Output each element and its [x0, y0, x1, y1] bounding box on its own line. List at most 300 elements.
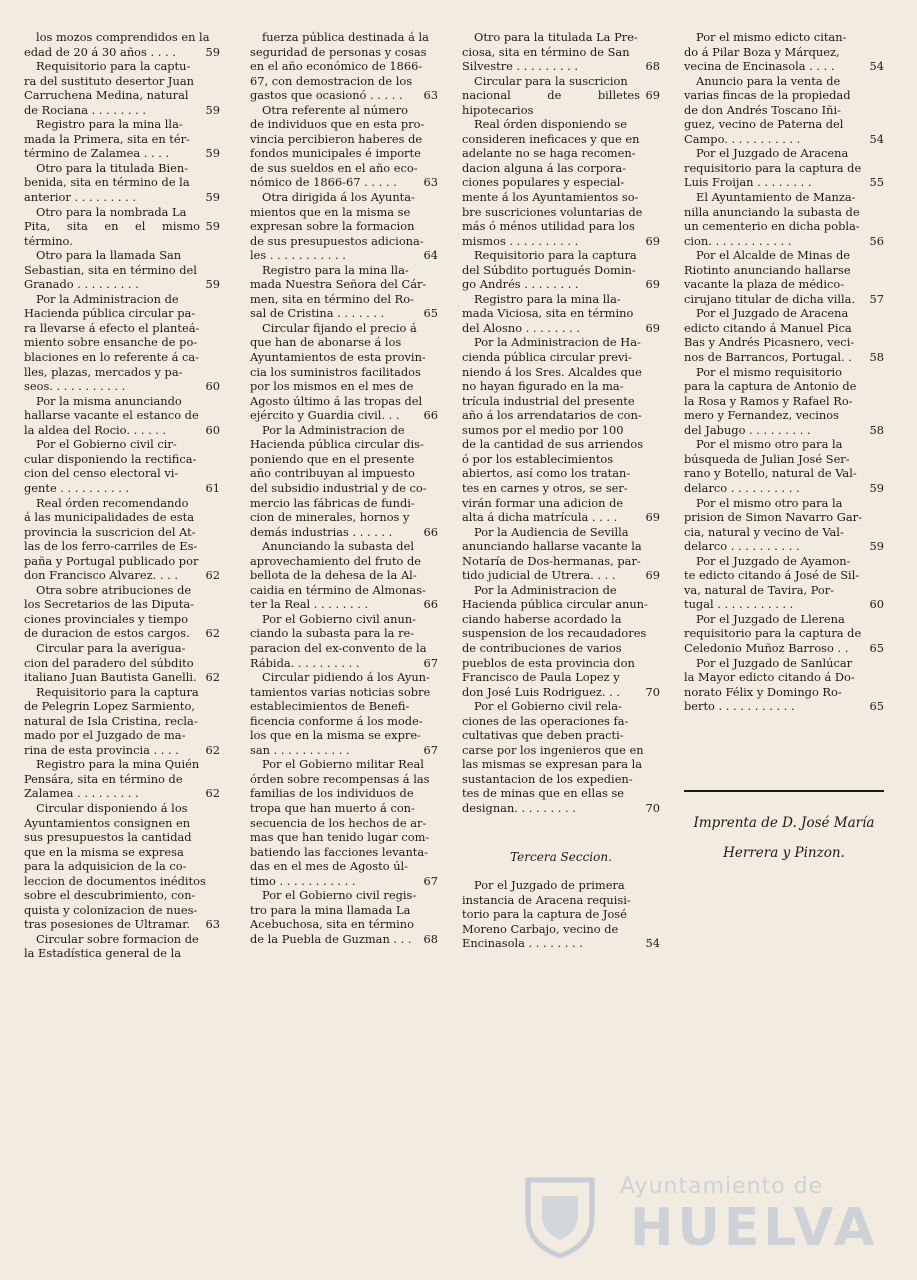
entry-text: tido judicial de Utrera. . . .: [462, 568, 616, 583]
entry-line: [250, 568, 438, 583]
entry-text: del subsidio industrial y de co-: [250, 480, 427, 495]
entry-line: [24, 161, 220, 176]
page-number: 69: [645, 568, 660, 583]
entry-text: Francisco de Paula Lopez y: [462, 670, 620, 685]
entry-text: para la adquisicion de la co-: [24, 859, 187, 874]
entry-text: do á Pilar Boza y Márquez,: [684, 44, 840, 59]
entry-line: [24, 190, 220, 205]
entry-text: caidia en término de Almonas-: [250, 582, 426, 597]
entry-line: [250, 117, 438, 132]
entry-text: ejército y Guardia civil. . .: [250, 408, 400, 423]
page-number: 57: [869, 291, 884, 306]
entry-line: [462, 612, 660, 627]
entry-line: [250, 612, 438, 627]
entry-line: [684, 59, 884, 74]
entry-line: [250, 74, 438, 89]
entry-text: Por el Juzgado de Aracena: [696, 306, 849, 321]
entry-text: ciando haberse acordado la: [462, 611, 622, 626]
entry-line: [250, 656, 438, 671]
entry-line: [24, 30, 220, 45]
entry-line: [24, 626, 220, 641]
entry-line: [684, 350, 884, 365]
entry-text: de Rociana . . . . . . . .: [24, 102, 146, 117]
entry-line: [462, 306, 660, 321]
entry-text: cirujano titular de dicha villa.: [684, 291, 856, 306]
entry-line: [462, 466, 660, 481]
index-entry: [684, 306, 884, 364]
entry-text: ficencia conforme á los mode-: [250, 713, 423, 728]
entry-text: Zalamea . . . . . . . . .: [24, 786, 139, 801]
entry-line: [250, 583, 438, 598]
entry-line: [250, 699, 438, 714]
entry-text: sus presupuestos la cantidad: [24, 830, 192, 845]
entry-line: [684, 234, 884, 249]
column-2: [250, 30, 438, 946]
entry-line: [462, 146, 660, 161]
page-number: 62: [205, 786, 220, 801]
entry-line: [684, 685, 884, 700]
entry-text: edicto citando á Manuel Pica: [684, 320, 852, 335]
entry-text: Notaría de Dos-hermanas, par-: [462, 553, 641, 568]
page-number: 69: [645, 320, 660, 335]
entry-line: [462, 641, 660, 656]
entry-line: [684, 554, 884, 569]
index-entry: [24, 59, 220, 117]
entry-line: [250, 481, 438, 496]
entry-line: [24, 292, 220, 307]
entry-text: Por el Juzgado de Llerena: [696, 611, 845, 626]
entry-text: 67, con demostracion de los: [250, 73, 413, 88]
entry-text: órden sobre recompensas á las: [250, 771, 430, 786]
entry-text: hallarse vacante el estanco de: [24, 408, 199, 423]
entry-text: ciando la subasta para la re-: [250, 626, 415, 641]
entry-line: [250, 408, 438, 423]
entry-line: [462, 626, 660, 641]
entry-line: [684, 670, 884, 685]
index-entry: [462, 248, 660, 292]
entry-text: más ó ménos utilidad para los: [462, 219, 635, 234]
entry-line: [24, 583, 220, 598]
entry-text: suspension de los recaudadores: [462, 626, 647, 641]
entry-text: ter la Real . . . . . . . .: [250, 597, 369, 612]
entry-text: mero y Fernandez, vecinos: [684, 408, 839, 423]
index-entry: [462, 74, 660, 118]
entry-line: [250, 757, 438, 772]
entry-line: [250, 306, 438, 321]
entry-text: Circular sobre formacion de: [36, 931, 199, 946]
entry-text: Por el Gobierno militar Real: [262, 757, 424, 772]
entry-line: [684, 597, 884, 612]
entry-text: cultativas que deben practi-: [462, 728, 624, 743]
entry-text: Anunciando la subasta del: [262, 539, 414, 554]
entry-text: designan. . . . . . . . .: [462, 800, 576, 815]
entry-text: Hacienda pública circular anun-: [462, 597, 648, 612]
entry-text: de contribuciones de varios: [462, 640, 622, 655]
entry-text: mientos que en la misma se: [250, 204, 411, 219]
entry-text: Por el Gobierno civil anun-: [262, 611, 417, 626]
entry-text: Real órden disponiendo se: [474, 117, 628, 132]
column-3-entries: [462, 30, 660, 816]
entry-text: mada Viciosa, sita en término: [462, 306, 634, 321]
entry-text: tro para la mina llamada La: [250, 902, 411, 917]
entry-text: vincia percibieron haberes de: [250, 131, 423, 146]
entry-text: norato Félix y Domingo Ro-: [684, 684, 842, 699]
entry-text: tamientos varias noticias sobre: [250, 684, 431, 699]
entry-text: requisitorio para la captura de: [684, 626, 862, 641]
entry-line: [684, 277, 884, 292]
entry-line: [462, 248, 660, 263]
entry-line: [24, 481, 220, 496]
page-number: 54: [645, 936, 660, 951]
entry-line: [684, 583, 884, 598]
index-entry: [250, 888, 438, 946]
entry-text: vacante la plaza de médico-: [684, 277, 845, 292]
entry-line: [24, 45, 220, 60]
entry-text: nómico de 1866-67 . . . . .: [250, 175, 397, 190]
entry-line: [462, 234, 660, 249]
entry-text: las mismas se expresan para la: [462, 757, 643, 772]
entry-text: año á los arrendatarios de con-: [462, 408, 642, 423]
entry-text: Por la Administracion de: [262, 422, 405, 437]
entry-line: [24, 932, 220, 947]
entry-text: la Mayor edicto citando á Do-: [684, 670, 855, 685]
entry-line: [462, 786, 660, 801]
entry-text: tes de minas que en ellas se: [462, 786, 625, 801]
index-entry: [24, 30, 220, 59]
entry-line: [462, 907, 660, 922]
entry-text: Registro para la mina lla-: [262, 262, 409, 277]
entry-line: [684, 365, 884, 380]
entry-line: [462, 408, 660, 423]
entry-line: [24, 146, 220, 161]
entry-line: [24, 670, 220, 685]
entry-text: instancia de Aracena requisi-: [462, 892, 631, 907]
entry-text: gente . . . . . . . . . .: [24, 480, 130, 495]
entry-text: Luis Froijan . . . . . . . .: [684, 175, 812, 190]
entry-line: [24, 103, 220, 118]
entry-line: [250, 394, 438, 409]
entry-text: mercio las fábricas de fundi-: [250, 495, 415, 510]
entry-line: [462, 74, 660, 89]
entry-text: tugal . . . . . . . . . . .: [684, 597, 794, 612]
entry-line: [24, 205, 220, 220]
entry-line: [462, 539, 660, 554]
entry-line: [684, 117, 884, 132]
page-number: 60: [205, 379, 220, 394]
entry-line: [250, 277, 438, 292]
entry-text: Granado . . . . . . . . .: [24, 277, 139, 292]
shield-icon: [520, 1172, 600, 1258]
entry-line: [684, 394, 884, 409]
entry-line: [684, 699, 884, 714]
entry-line: [684, 292, 884, 307]
entry-text: ó por los establecimientos: [462, 451, 614, 466]
entry-text: fondos municipales é importe: [250, 146, 421, 161]
entry-line: [462, 190, 660, 205]
column-4: [684, 30, 884, 868]
entry-line: [24, 321, 220, 336]
index-entry: [462, 525, 660, 583]
index-entry: [250, 103, 438, 190]
entry-text: Requisitorio para la captura: [474, 248, 637, 263]
entry-text: das en el mes de Agosto úl-: [250, 859, 409, 874]
entry-line: [250, 59, 438, 74]
entry-line: [684, 263, 884, 278]
entry-line: [462, 132, 660, 147]
watermark-top-text: Ayuntamiento de: [620, 1174, 824, 1199]
entry-line: [250, 728, 438, 743]
entry-text: blaciones en lo referente á ca-: [24, 350, 200, 365]
entry-line: [250, 903, 438, 918]
entry-line: [24, 408, 220, 423]
entry-line: [684, 656, 884, 671]
entry-line: [250, 146, 438, 161]
page-number: 63: [205, 917, 220, 932]
entry-text: trícula industrial del presente: [462, 393, 635, 408]
page-number: 59: [205, 219, 220, 234]
entry-line: [684, 205, 884, 220]
entry-line: [684, 306, 884, 321]
index-entry: [24, 292, 220, 394]
entry-line: [24, 335, 220, 350]
entry-text: Por la Administracion de: [36, 291, 179, 306]
index-entry: [24, 437, 220, 495]
entry-line: [462, 597, 660, 612]
entry-text: san . . . . . . . . . . .: [250, 742, 350, 757]
entry-line: [250, 859, 438, 874]
entry-text: Hacienda pública circular dis-: [250, 437, 424, 452]
entry-line: [684, 539, 884, 554]
entry-line: [24, 365, 220, 380]
entry-line: [684, 146, 884, 161]
index-entry: [250, 670, 438, 757]
entry-text: un cementerio en dicha pobla-: [684, 219, 860, 234]
entry-line: [24, 554, 220, 569]
page-number: 58: [869, 422, 884, 437]
imprint-line-1: Imprenta de D. José María: [693, 814, 875, 831]
entry-line: [462, 452, 660, 467]
entry-line: [250, 219, 438, 234]
entry-line: [24, 132, 220, 147]
page-number: 69: [645, 510, 660, 525]
entry-line: [462, 263, 660, 278]
entry-text: por los mismos en el mes de: [250, 379, 414, 394]
entry-text: bellota de la dehesa de la Al-: [250, 568, 417, 583]
entry-text: Bas y Andrés Picasnero, veci-: [684, 335, 855, 350]
entry-text: quista y colonizacion de nues-: [24, 902, 198, 917]
entry-text: sobre el descubrimiento, con-: [24, 888, 196, 903]
entry-line: [250, 830, 438, 845]
entry-text: á las municipalidades de esta: [24, 510, 195, 525]
page-number: 63: [423, 88, 438, 103]
entry-text: Por la Administracion de: [474, 582, 617, 597]
entry-line: [684, 481, 884, 496]
entry-line: [684, 132, 884, 147]
entry-line: [250, 103, 438, 118]
entry-text: Por el Gobierno civil regis-: [262, 888, 417, 903]
entry-text: ciosa, sita en término de San: [462, 44, 630, 59]
index-entry: [250, 539, 438, 612]
entry-text: Requisitorio para la captu-: [36, 59, 191, 74]
entry-text: Encinasola . . . . . . . .: [462, 936, 583, 951]
entry-text: don José Luis Rodriguez. . .: [462, 684, 621, 699]
entry-text: Por el mismo otro para la: [696, 437, 843, 452]
page-number: 65: [869, 640, 884, 655]
entry-line: [24, 496, 220, 511]
entry-text: Por el mismo otro para la: [696, 495, 843, 510]
entry-line: [250, 45, 438, 60]
entry-line: [250, 132, 438, 147]
entry-text: Por el Juzgado de Aracena: [696, 146, 849, 161]
page-number: 59: [205, 190, 220, 205]
entry-line: [684, 248, 884, 263]
entry-line: [250, 801, 438, 816]
entry-text: los que en la misma se expre-: [250, 728, 421, 743]
entry-line: [24, 786, 220, 801]
index-entry: [684, 190, 884, 248]
entry-line: [24, 277, 220, 292]
entry-line: [24, 917, 220, 932]
entry-line: [250, 88, 438, 103]
entry-text: Por el Juzgado de primera: [474, 878, 625, 893]
entry-line: [462, 583, 660, 598]
index-entry: [462, 30, 660, 74]
index-entry: [24, 117, 220, 161]
entry-line: [24, 219, 220, 248]
entry-text: Circular para la suscricion: [474, 73, 628, 88]
entry-text: las de los ferro-carriles de Es-: [24, 539, 198, 554]
entry-text: Silvestre . . . . . . . . .: [462, 59, 579, 74]
entry-line: [24, 743, 220, 758]
page-number: 54: [869, 59, 884, 74]
entry-text: Requisitorio para la captura: [36, 684, 199, 699]
entry-text: mado por el Juzgado de ma-: [24, 728, 186, 743]
entry-line: [250, 626, 438, 641]
index-entry: [24, 161, 220, 205]
entry-line: [250, 350, 438, 365]
entry-text: Por el mismo edicto citan-: [696, 30, 847, 44]
entry-line: [24, 306, 220, 321]
entry-text: carse por los ingenieros que en: [462, 742, 644, 757]
entry-text: berto . . . . . . . . . . .: [684, 699, 795, 714]
page-number: 68: [423, 931, 438, 946]
page-number: 59: [205, 277, 220, 292]
section-heading: Tercera Seccion.: [510, 849, 612, 864]
page-number: 60: [205, 422, 220, 437]
entry-text: mas que han tenido lugar com-: [250, 830, 430, 845]
entry-text: abiertos, así como los tratan-: [462, 466, 631, 481]
entry-line: [250, 743, 438, 758]
entry-line: [462, 922, 660, 937]
entry-line: [462, 292, 660, 307]
entry-text: seguridad de personas y cosas: [250, 44, 427, 59]
entry-line: [684, 466, 884, 481]
entry-text: Por la Audiencia de Sevilla: [474, 524, 629, 539]
entry-line: [250, 714, 438, 729]
entry-text: en el año económico de 1866-: [250, 59, 423, 74]
index-entry: [250, 423, 438, 539]
entry-text: consideren ineficaces y que en: [462, 131, 640, 146]
entry-line: [684, 175, 884, 190]
entry-text: paracion del ex-convento de la: [250, 640, 427, 655]
entry-line: [684, 496, 884, 511]
entry-line: [462, 525, 660, 540]
entry-text: Riotinto anunciando hallarse: [684, 262, 851, 277]
entry-line: [24, 59, 220, 74]
page-number: 59: [869, 539, 884, 554]
entry-text: Otra sobre atribuciones de: [36, 582, 192, 597]
entry-line: [462, 45, 660, 60]
entry-line: [24, 510, 220, 525]
entry-line: [250, 597, 438, 612]
entry-text: Por el Juzgado de Ayamon-: [696, 553, 851, 568]
entry-text: nilla anunciando la subasta de: [684, 204, 860, 219]
entry-text: varias fincas de la propiedad: [684, 88, 851, 103]
entry-line: [684, 161, 884, 176]
entry-line: [250, 437, 438, 452]
entry-line: [462, 670, 660, 685]
entry-text: de don Andrés Toscano Iñi-: [684, 102, 841, 117]
entry-text: timo . . . . . . . . . . .: [250, 873, 356, 888]
entry-line: [24, 946, 220, 961]
entry-line: [462, 699, 660, 714]
page-number: 66: [423, 524, 438, 539]
entry-line: [250, 175, 438, 190]
entry-text: Carruchena Medina, natural: [24, 88, 189, 103]
entry-line: [462, 335, 660, 350]
entry-line: [250, 554, 438, 569]
entry-text: anterior . . . . . . . . .: [24, 190, 137, 205]
index-entry: [462, 583, 660, 699]
index-entry: [684, 248, 884, 306]
entry-line: [462, 772, 660, 787]
archive-watermark: [520, 1170, 880, 1260]
entry-text: torio para la captura de José: [462, 907, 627, 922]
entry-line: [462, 878, 660, 893]
entry-text: ciones provinciales y tiempo: [24, 611, 189, 626]
entry-line: [462, 321, 660, 336]
entry-line: [24, 525, 220, 540]
entry-text: Por el Alcalde de Minas de: [696, 248, 851, 263]
entry-line: [462, 161, 660, 176]
page-number: 54: [869, 131, 884, 146]
index-entry: [250, 30, 438, 103]
entry-line: [684, 437, 884, 452]
entry-line: [24, 74, 220, 89]
entry-line: [250, 248, 438, 263]
entry-line: [462, 350, 660, 365]
entry-text: anunciando hallarse vacante la: [462, 539, 642, 554]
page-number: 63: [423, 175, 438, 190]
entry-text: men, sita en término del Ro-: [250, 291, 414, 306]
entry-text: cia los suministros facilitados: [250, 364, 421, 379]
index-entry: [250, 190, 438, 263]
entry-text: de la cantidad de sus arriendos: [462, 437, 644, 452]
index-entry: [684, 612, 884, 656]
entry-text: Otro para la llamada San: [36, 248, 182, 263]
entry-text: dacion alguna á las corpora-: [462, 160, 626, 175]
index-entry: [24, 932, 220, 961]
entry-line: [250, 685, 438, 700]
entry-line: [462, 30, 660, 45]
entry-line: [250, 845, 438, 860]
entry-line: [684, 30, 884, 45]
entry-text: virán formar una adicion de: [462, 495, 624, 510]
entry-text: leccion de documentos inéditos: [24, 873, 206, 888]
entry-line: [24, 568, 220, 583]
page-number: 70: [645, 800, 660, 815]
entry-text: go Andrés . . . . . . . .: [462, 277, 579, 292]
